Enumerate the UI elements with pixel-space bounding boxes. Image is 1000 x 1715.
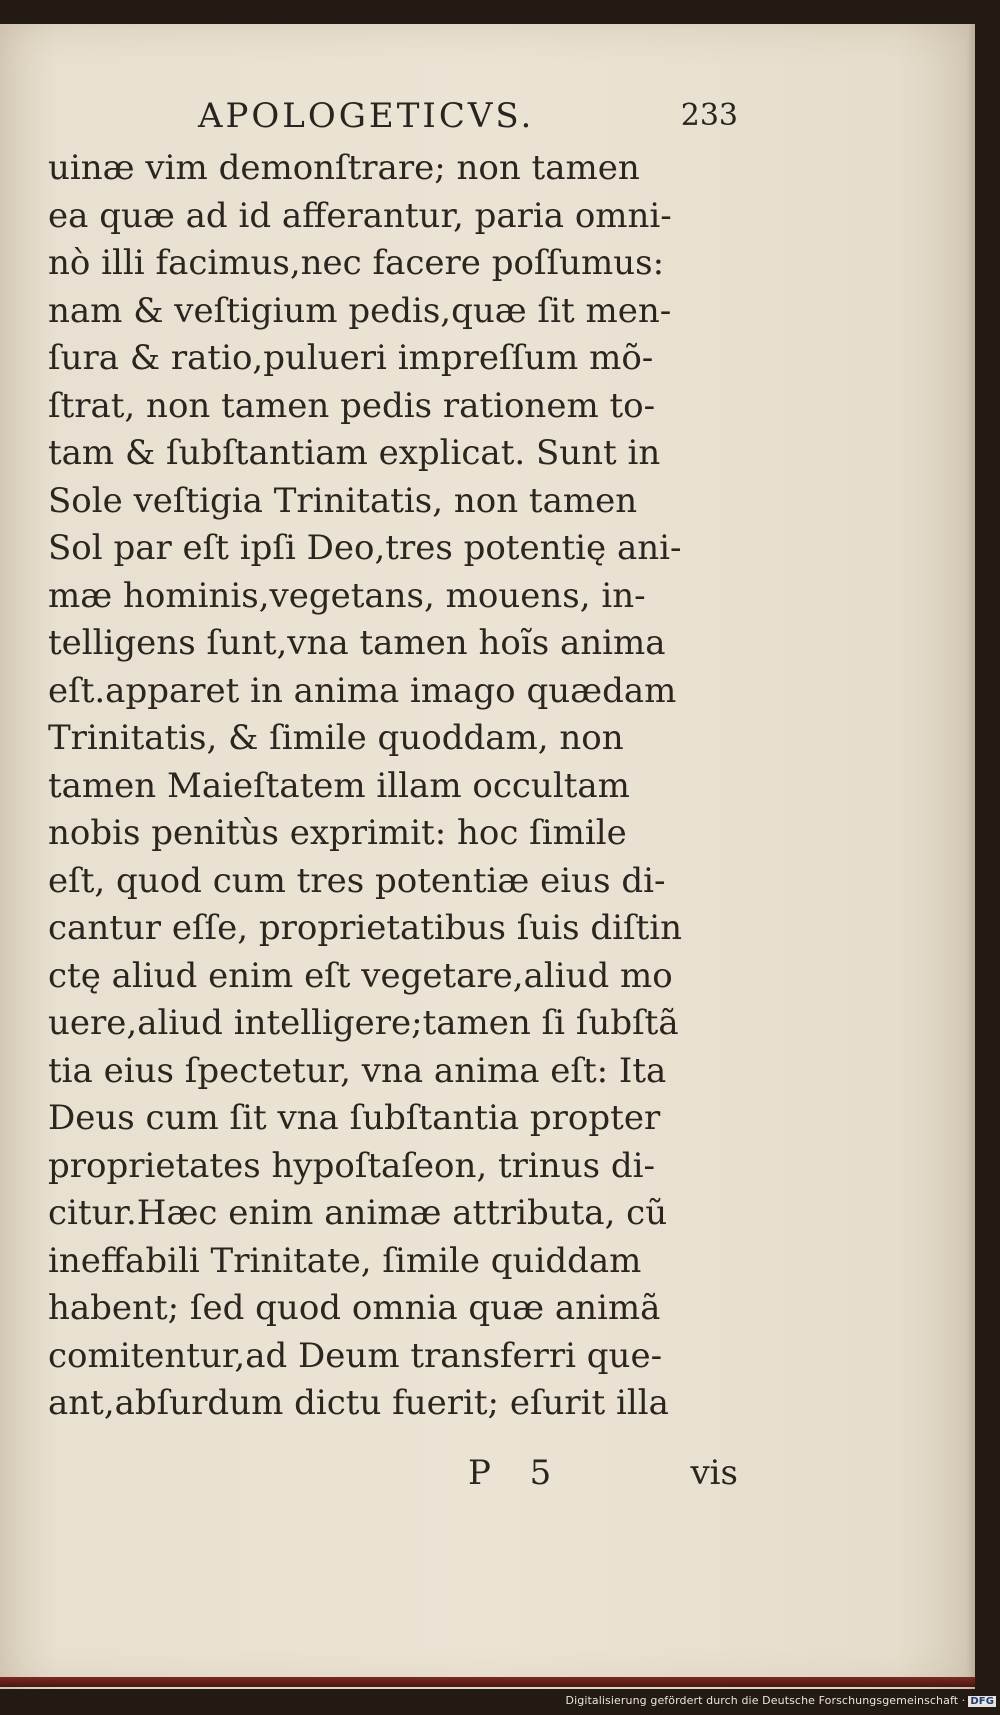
text-line: tamen Maieſtatem illam occultam xyxy=(48,765,630,806)
book-cover-edge xyxy=(0,1677,975,1687)
page-edge xyxy=(967,24,975,1689)
page-header xyxy=(48,96,738,146)
text-line: Deus cum ſit vna ſubſtantia propter xyxy=(48,1098,661,1138)
text-line: uere,aliud intelligere;tamen ſi ſubſtã xyxy=(48,1003,679,1043)
text-line: ant,abſurdum dictu fuerit; eſurit illa xyxy=(48,1383,669,1423)
text-line: cantur eſſe, proprietatibus ſuis diſtin xyxy=(48,908,683,948)
text-line: mæ hominis,vegetans, mouens, in- xyxy=(48,575,646,616)
text-line: eſt, quod cum tres potentiæ eius di- xyxy=(48,860,666,901)
text-line: ineffabili Trinitate, ſimile quiddam xyxy=(48,1240,642,1281)
credit-text: Digitalisierung gefördert durch die Deutsche Forschungsgemeinschaft · xyxy=(565,1694,966,1707)
text-line: Trinitatis, & ſimile quoddam, non xyxy=(48,718,624,758)
text-line: ctę aliud enim eſt vegetare,aliud mo xyxy=(48,955,673,996)
digitization-credit xyxy=(566,1694,996,1707)
signature-mark: P 5 xyxy=(468,1453,566,1493)
page-number: 233 xyxy=(680,98,738,133)
text-line: citur.Hæc enim animæ attributa, cũ xyxy=(48,1193,668,1233)
text-line: habent; ſed quod omnia quæ animã xyxy=(48,1288,661,1328)
text-line: nò illi facimus,nec facere poſſumus: xyxy=(48,243,665,283)
text-line: ſtrat, non tamen pedis rationem to- xyxy=(48,385,656,426)
text-line: nam & veſtigium pedis,quæ ſit men- xyxy=(48,290,672,331)
text-line: tam & ſubſtantiam explicat. Sunt in xyxy=(48,433,661,473)
text-line: uinæ vim demonſtrare; non tamen xyxy=(48,148,640,188)
text-line: proprietates hypoſtaſeon, trinus di- xyxy=(48,1145,655,1186)
text-line: telligens ſunt,vna tamen hoĩs anima xyxy=(48,623,666,663)
text-line: Sole veſtigia Trinitatis, non tamen xyxy=(48,480,638,521)
text-line: nobis penitùs exprimit: hoc ſimile xyxy=(48,813,627,853)
page-footer xyxy=(48,1453,738,1503)
catchword: vis xyxy=(690,1453,738,1493)
dfg-logo: DFG xyxy=(970,1696,994,1707)
text-line: Sol par eſt ipſi Deo,tres potentię ani- xyxy=(48,528,682,568)
running-title: APOLOGETICVS. xyxy=(198,96,535,136)
text-line: comitentur,ad Deum transferri que- xyxy=(48,1335,663,1376)
text-line: ea quæ ad id afferantur, paria omni- xyxy=(48,195,672,236)
text-line: tia eius ſpectetur, vna anima eſt: Ita xyxy=(48,1050,667,1091)
text-line: eſt.apparet in anima imago quædam xyxy=(48,670,677,711)
body-text xyxy=(48,145,738,1428)
text-line: ſura & ratio,pulueri impreſſum mõ- xyxy=(48,338,654,378)
